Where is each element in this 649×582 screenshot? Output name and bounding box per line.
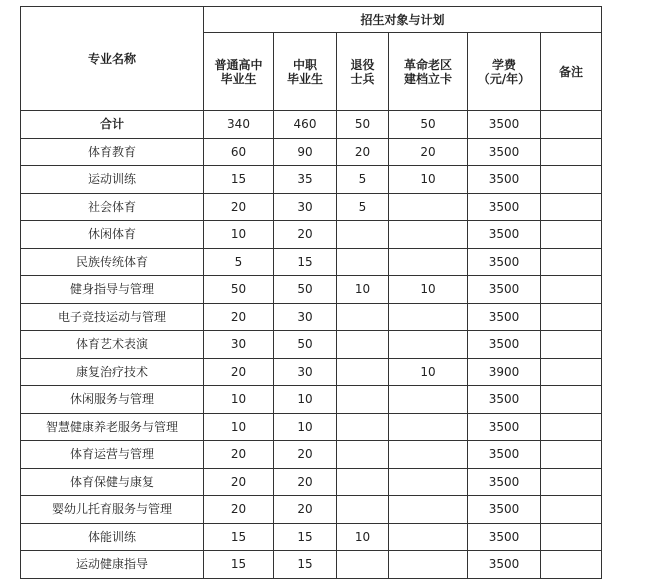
major-name-cell: 体能训练: [21, 523, 204, 551]
col-header-vocational: 中职 毕业生: [274, 33, 337, 111]
col-header-revolutionary-area: 革命老区 建档立卡: [389, 33, 468, 111]
major-name-cell: 合计: [21, 111, 204, 139]
tuition-cell: 3500: [468, 441, 541, 469]
col-header-tuition: 学费 （元/年）: [468, 33, 541, 111]
tuition-cell: 3500: [468, 166, 541, 194]
vocational-count-cell: 35: [274, 166, 337, 194]
vocational-count-cell: 15: [274, 523, 337, 551]
vocational-count-cell: 90: [274, 138, 337, 166]
vocational-count-cell: 20: [274, 496, 337, 524]
veterans-count-cell: 10: [337, 276, 389, 304]
table-row: [21, 468, 602, 496]
veterans-count-cell: [337, 551, 389, 579]
high-school-count-cell: 20: [204, 468, 274, 496]
high-school-count-cell: 60: [204, 138, 274, 166]
veterans-count-cell: [337, 468, 389, 496]
tuition-cell: 3500: [468, 276, 541, 304]
col-header-remarks: 备注: [541, 33, 602, 111]
major-name-cell: 电子竞技运动与管理: [21, 303, 204, 331]
tuition-cell: 3500: [468, 221, 541, 249]
revolutionary-area-count-cell: [389, 193, 468, 221]
revolutionary-area-count-cell: 10: [389, 166, 468, 194]
revolutionary-area-count-cell: [389, 413, 468, 441]
high-school-count-cell: 20: [204, 193, 274, 221]
high-school-count-cell: 10: [204, 413, 274, 441]
revolutionary-area-count-cell: [389, 303, 468, 331]
veterans-count-cell: [337, 441, 389, 469]
remarks-cell: [541, 193, 602, 221]
veterans-count-cell: [337, 248, 389, 276]
table-row: [21, 496, 602, 524]
vocational-count-cell: 460: [274, 111, 337, 139]
table-row: [21, 413, 602, 441]
revolutionary-area-count-cell: [389, 441, 468, 469]
veterans-count-cell: 10: [337, 523, 389, 551]
high-school-count-cell: 340: [204, 111, 274, 139]
high-school-count-cell: 20: [204, 358, 274, 386]
vocational-count-cell: 20: [274, 468, 337, 496]
high-school-count-cell: 20: [204, 303, 274, 331]
veterans-count-cell: [337, 303, 389, 331]
col-header-veterans: 退役 士兵: [337, 33, 389, 111]
major-name-cell: 体育运营与管理: [21, 441, 204, 469]
veterans-count-cell: 5: [337, 193, 389, 221]
remarks-cell: [541, 468, 602, 496]
tuition-cell: 3500: [468, 303, 541, 331]
vocational-count-cell: 10: [274, 386, 337, 414]
revolutionary-area-count-cell: [389, 248, 468, 276]
high-school-count-cell: 30: [204, 331, 274, 359]
group-header: 招生对象与计划: [204, 7, 602, 33]
vocational-count-cell: 50: [274, 331, 337, 359]
vocational-count-cell: 15: [274, 551, 337, 579]
major-name-cell: 休闲服务与管理: [21, 386, 204, 414]
major-name-cell: 康复治疗技术: [21, 358, 204, 386]
remarks-cell: [541, 551, 602, 579]
major-name-cell: 体育保健与康复: [21, 468, 204, 496]
high-school-count-cell: 15: [204, 551, 274, 579]
table-row: [21, 221, 602, 249]
major-name-header: 专业名称: [21, 7, 204, 111]
veterans-count-cell: [337, 413, 389, 441]
table-row: [21, 248, 602, 276]
vocational-count-cell: 50: [274, 276, 337, 304]
major-name-cell: 婴幼儿托育服务与管理: [21, 496, 204, 524]
tuition-cell: 3500: [468, 386, 541, 414]
remarks-cell: [541, 386, 602, 414]
revolutionary-area-count-cell: 10: [389, 276, 468, 304]
revolutionary-area-count-cell: 50: [389, 111, 468, 139]
vocational-count-cell: 20: [274, 441, 337, 469]
major-name-cell: 健身指导与管理: [21, 276, 204, 304]
vocational-count-cell: 30: [274, 193, 337, 221]
remarks-cell: [541, 496, 602, 524]
major-name-cell: 运动训练: [21, 166, 204, 194]
remarks-cell: [541, 523, 602, 551]
tuition-cell: 3500: [468, 413, 541, 441]
major-name-cell: 体育艺术表演: [21, 331, 204, 359]
col-header-high-school: 普通高中 毕业生: [204, 33, 274, 111]
remarks-cell: [541, 413, 602, 441]
revolutionary-area-count-cell: [389, 386, 468, 414]
veterans-count-cell: 50: [337, 111, 389, 139]
table-row: [21, 331, 602, 359]
major-name-cell: 运动健康指导: [21, 551, 204, 579]
table-row: [21, 358, 602, 386]
vocational-count-cell: 15: [274, 248, 337, 276]
major-name-cell: 民族传统体育: [21, 248, 204, 276]
remarks-cell: [541, 111, 602, 139]
tuition-cell: 3500: [468, 111, 541, 139]
tuition-cell: 3500: [468, 496, 541, 524]
tuition-cell: 3500: [468, 193, 541, 221]
revolutionary-area-count-cell: 20: [389, 138, 468, 166]
remarks-cell: [541, 276, 602, 304]
high-school-count-cell: 50: [204, 276, 274, 304]
high-school-count-cell: 20: [204, 496, 274, 524]
tuition-cell: 3500: [468, 138, 541, 166]
vocational-count-cell: 30: [274, 303, 337, 331]
high-school-count-cell: 20: [204, 441, 274, 469]
table-row: [21, 523, 602, 551]
veterans-count-cell: [337, 358, 389, 386]
table-row: [21, 193, 602, 221]
veterans-count-cell: [337, 331, 389, 359]
high-school-count-cell: 15: [204, 166, 274, 194]
remarks-cell: [541, 166, 602, 194]
tuition-cell: 3500: [468, 331, 541, 359]
header-row-top: [21, 7, 602, 33]
major-name-cell: 体育教育: [21, 138, 204, 166]
major-name-cell: 休闲体育: [21, 221, 204, 249]
table-row: [21, 138, 602, 166]
tuition-cell: 3500: [468, 248, 541, 276]
remarks-cell: [541, 221, 602, 249]
revolutionary-area-count-cell: [389, 523, 468, 551]
high-school-count-cell: 5: [204, 248, 274, 276]
tuition-cell: 3900: [468, 358, 541, 386]
total-row: [21, 111, 602, 139]
major-name-cell: 智慧健康养老服务与管理: [21, 413, 204, 441]
vocational-count-cell: 10: [274, 413, 337, 441]
tuition-cell: 3500: [468, 468, 541, 496]
remarks-cell: [541, 138, 602, 166]
high-school-count-cell: 10: [204, 386, 274, 414]
revolutionary-area-count-cell: 10: [389, 358, 468, 386]
table-row: [21, 166, 602, 194]
table-row: [21, 276, 602, 304]
veterans-count-cell: [337, 386, 389, 414]
table-row: [21, 551, 602, 579]
revolutionary-area-count-cell: [389, 496, 468, 524]
revolutionary-area-count-cell: [389, 551, 468, 579]
tuition-cell: 3500: [468, 523, 541, 551]
table-row: [21, 441, 602, 469]
tuition-cell: 3500: [468, 551, 541, 579]
vocational-count-cell: 30: [274, 358, 337, 386]
remarks-cell: [541, 248, 602, 276]
remarks-cell: [541, 358, 602, 386]
enrollment-plan-table: [20, 6, 602, 579]
revolutionary-area-count-cell: [389, 331, 468, 359]
revolutionary-area-count-cell: [389, 468, 468, 496]
table-row: [21, 303, 602, 331]
veterans-count-cell: 5: [337, 166, 389, 194]
vocational-count-cell: 20: [274, 221, 337, 249]
veterans-count-cell: [337, 221, 389, 249]
remarks-cell: [541, 303, 602, 331]
revolutionary-area-count-cell: [389, 221, 468, 249]
table-row: [21, 386, 602, 414]
major-name-cell: 社会体育: [21, 193, 204, 221]
high-school-count-cell: 15: [204, 523, 274, 551]
high-school-count-cell: 10: [204, 221, 274, 249]
veterans-count-cell: [337, 496, 389, 524]
veterans-count-cell: 20: [337, 138, 389, 166]
remarks-cell: [541, 441, 602, 469]
remarks-cell: [541, 331, 602, 359]
